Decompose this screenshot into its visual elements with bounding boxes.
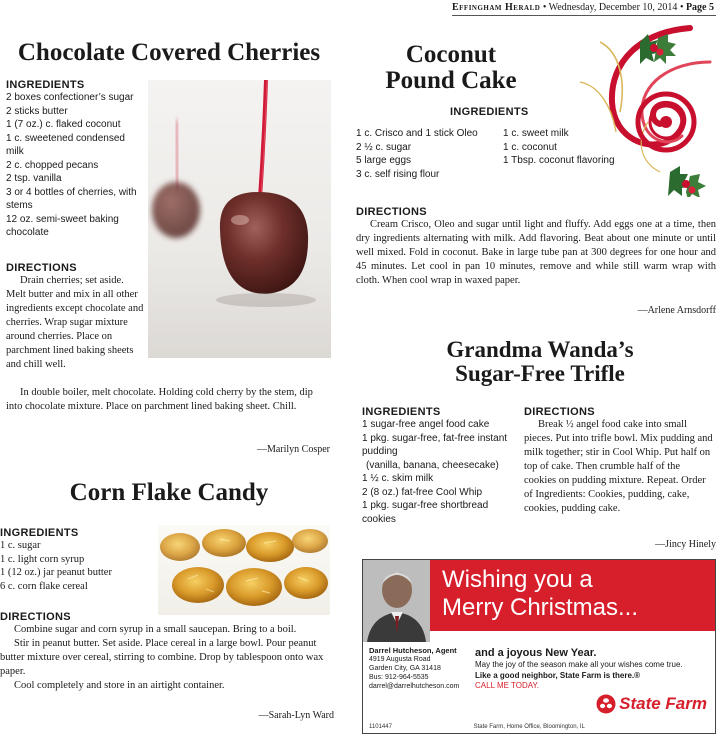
masthead-bullet: • (679, 2, 684, 13)
ingredient-item: 3 or 4 bottles of cherries, with stems (6, 186, 137, 211)
ingredient-item: 12 oz. semi-sweet baking chocolate (6, 213, 119, 238)
corn-flake-directions-paragraph: Cool completely and store in an airtight container. (14, 680, 225, 691)
ad-copy-headline: and a joyous New Year. (475, 647, 597, 659)
ingredient-item: 1 c. coconut (503, 141, 557, 153)
ingredient-item: 1 (12 oz.) jar peanut butter (0, 567, 112, 578)
ingredient-item: 6 c. corn flake cereal (0, 580, 88, 592)
ingredient-item: 5 large eggs (356, 155, 412, 166)
ingredient-item: 2 sticks butter (6, 105, 68, 117)
ad-red-banner (430, 560, 715, 631)
ingredient-item: 1 c. sweetened condensed milk (6, 132, 125, 157)
cherries-directions-paragraph: In double boiler, melt chocolate. Holding cold cherry by the stem, dip into chocolate mixture. Place on parchment lined baking sheet. Chill. (6, 387, 313, 412)
trifle-byline: —Jincy Hinely (655, 539, 716, 550)
masthead-rule (452, 15, 716, 16)
ad-home-office: State Farm, Home Office, Bloomington, IL (473, 724, 585, 730)
page-number: Page 5 (685, 2, 714, 13)
ad-headline-line: Wishing you a (442, 566, 593, 593)
corn-flake-directions-paragraph: Stir in peanut butter. Set aside. Place cereal in a large bowl. Pour peanut butter mixture over cereal, stirring to combine. Drop by tablespoon onto wax paper. (0, 638, 324, 677)
trifle-title-line: Sugar-Free Trifle (455, 361, 625, 387)
ad-call-to-action[interactable]: CALL ME TODAY. (475, 681, 540, 690)
cherries-directions-paragraph: Drain cherries; set aside. Melt butter and mix in all other ingredients except chocolate and cherries. Wrap sugar mixture around cherries. Place on parchment lined baking sheets and chill well. (6, 275, 144, 370)
pound-cake-title-line: Coconut (405, 41, 497, 68)
trifle-ingredients-label: INGREDIENTS (362, 406, 441, 418)
agent-phone: Bus: 912-964-5535 (369, 674, 429, 681)
trifle-directions-label: DIRECTIONS (524, 406, 595, 418)
ad-code: 1101447 (369, 724, 392, 730)
ingredient-item: 2 tsp. vanilla (6, 173, 62, 184)
ingredient-item: 1 pkg. sugar-free shortbread cookies (362, 500, 489, 525)
corn-flake-byline: —Sarah-Lyn Ward (258, 710, 334, 721)
corn-flake-ingredients (0, 527, 155, 593)
ad-slogan: Like a good neighbor, State Farm is there.® (475, 670, 641, 680)
trifle-ingredients (362, 406, 512, 526)
chocolate-cherries-photo (148, 80, 331, 358)
pound-cake-title-line: Pound Cake (385, 67, 517, 95)
publication-name: Effingham Herald (451, 2, 541, 13)
ingredient-item: 1 (7 oz.) c. flaked coconut (6, 119, 121, 130)
pound-cake-ingredients-left (356, 127, 501, 181)
ad-copy-text: May the joy of the season make all your wishes come true. (475, 660, 683, 669)
state-farm-ad[interactable] (362, 559, 716, 734)
ingredient-item: 1 pkg. sugar-free, fat-free instant pudding (362, 432, 508, 457)
corn-flake-directions-paragraph: Combine sugar and corn syrup in a small saucepan. Bring to a boil. (14, 624, 297, 635)
ingredient-item: 2 boxes confectioner’s sugar (6, 92, 134, 103)
ad-headline-line: Merry Christmas... (442, 594, 639, 621)
masthead-date: Wednesday, December 10, 2014 (548, 2, 678, 13)
cherries-ingredients-label: INGREDIENTS (6, 79, 85, 91)
ad-footer (369, 724, 709, 730)
masthead (452, 2, 714, 13)
trifle-title-line: Grandma Wanda’s (446, 337, 634, 362)
ingredient-item: 1 ½ c. skim milk (362, 473, 434, 484)
ingredient-item: 1 Tbsp. coconut flavoring (503, 155, 615, 166)
pound-cake-ingredients-right (503, 127, 643, 168)
agent-name: Darrel Hutcheson, Agent (369, 646, 457, 655)
ingredient-item: (vanilla, banana, cheesecake) (366, 459, 499, 471)
agent-address: 4919 Augusta Road (369, 656, 431, 663)
cherries-ingredients (6, 79, 144, 240)
pound-cake-directions (356, 206, 716, 288)
ingredient-item: 1 sugar-free angel food cake (362, 419, 490, 430)
state-farm-ovals-icon (596, 694, 616, 714)
pound-cake-ingredients-label: INGREDIENTS (450, 106, 529, 118)
ingredient-item: 1 c. Crisco and 1 stick Oleo (356, 128, 478, 139)
cherries-directions (6, 262, 144, 372)
cherries-directions-continued (6, 386, 331, 414)
cherries-title: Chocolate Covered Cherries (17, 39, 321, 66)
trifle-directions (524, 406, 714, 516)
agent-photo (363, 560, 430, 642)
ingredient-item: 3 c. self rising flour (356, 168, 440, 180)
candy-illustration (158, 525, 330, 615)
cherries-illustration (148, 80, 331, 358)
corn-flake-title: Corn Flake Candy (69, 479, 269, 506)
ingredient-item: 2 c. chopped pecans (6, 159, 99, 171)
masthead-bullet: • (542, 2, 547, 13)
agent-portrait (363, 560, 430, 642)
cherries-byline: —Marilyn Cosper (256, 444, 330, 455)
pound-cake-byline: —Arlene Arnsdorff (637, 305, 716, 316)
ad-copy (475, 646, 710, 692)
agent-contact (369, 646, 459, 691)
ad-headline (442, 566, 638, 622)
holly-swirl-decoration (540, 22, 718, 197)
corn-flake-ingredients-label: INGREDIENTS (0, 527, 79, 539)
pound-cake-directions-paragraph: Cream Crisco, Oleo and sugar until light and fluffy. Add eggs one at a time, then dry ingredients alternating with milk. Add flavoring. Beat about one minute or until well mixed. Fold in coconut. Bake in large tube pan at 300 degrees for one hour and 45 minutes. Let cool in pan 10 minutes, remove and while still warm wrap with cloth. When cool wrap in waxed paper. (356, 219, 716, 286)
corn-flake-candy-photo (158, 525, 330, 615)
agent-email[interactable]: darrel@darrelhutcheson.com (369, 683, 460, 690)
corn-flake-directions (0, 611, 333, 693)
cherries-directions-label: DIRECTIONS (6, 262, 77, 274)
state-farm-wordmark: State Farm (619, 694, 707, 713)
trifle-title (410, 338, 670, 386)
agent-address: Garden City, GA 31418 (369, 665, 441, 672)
ingredient-item: 2 ½ c. sugar (356, 141, 412, 153)
ingredient-item: 1 c. sugar (0, 540, 41, 551)
ingredient-item: 1 c. light corn syrup (0, 553, 85, 565)
pound-cake-title (358, 42, 544, 95)
pound-cake-directions-label: DIRECTIONS (356, 206, 427, 218)
trifle-directions-paragraph: Break ½ angel food cake into small pieces. Put into trifle bowl. Mix pudding and milk together; stir in Cool Whip. Put half on top of cake. Then crumble half of the cookies on pudding mixture. Repeat. Order of Ingredients: Cookies, pudding, cake, cookies, pudding cake. (524, 419, 713, 514)
ingredient-item: 1 c. sweet milk (503, 128, 569, 139)
ingredient-item: 2 (8 oz.) fat-free Cool Whip (362, 486, 483, 498)
state-farm-logo (596, 694, 707, 714)
corn-flake-directions-label: DIRECTIONS (0, 611, 71, 623)
